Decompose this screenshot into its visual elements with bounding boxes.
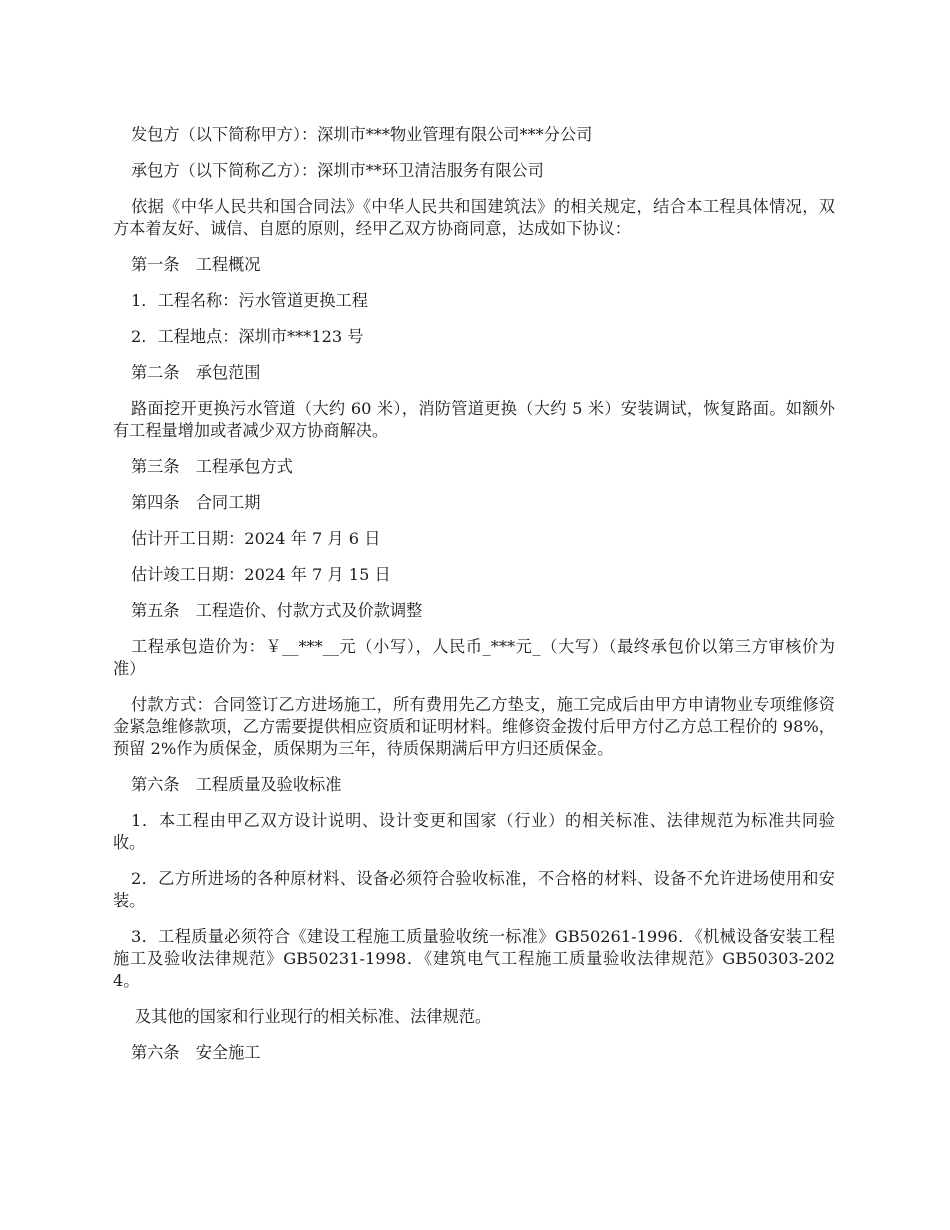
article-6-quality-heading: 第六条 工程质量及验收标准 bbox=[131, 775, 342, 794]
start-date-line: 估计开工日期：2024 年 7 月 6 日 bbox=[131, 529, 381, 548]
other-standards-line: 及其他的国家和行业现行的相关标准、法律规范。 bbox=[135, 1007, 492, 1026]
article-6-safety-heading: 第六条 安全施工 bbox=[131, 1043, 261, 1062]
quality-item-1: 1．本工程由甲乙双方设计说明、设计变更和国家（行业）的相关标准、法律规范为标准共同验收。 bbox=[113, 811, 835, 852]
article-5-heading: 第五条 工程造价、付款方式及价款调整 bbox=[131, 601, 423, 620]
article-1-heading: 第一条 工程概况 bbox=[131, 255, 261, 274]
article-4-heading: 第四条 合同工期 bbox=[131, 493, 261, 512]
quality-item-2: 2．乙方所进场的各种原材料、设备必须符合验收标准，不合格的材料、设备不允许进场使用和安装。 bbox=[113, 869, 835, 910]
payment-method-paragraph: 付款方式：合同签订乙方进场施工，所有费用先乙方垫支，施工完成后由甲方申请物业专项维修资金紧急维修款项，乙方需要提供相应资质和证明材料。维修资金拨付后甲方付乙方总工程价的 98%，预留 2%作为质保金，质保期为三年，待质保期满后甲方归还质保金。 bbox=[113, 695, 835, 758]
scope-paragraph: 路面挖开更换污水管道（大约 60 米），消防管道更换（大约 5 米）安装调试，恢复路面。如额外有工程量增加或者减少双方协商解决。 bbox=[113, 399, 835, 440]
document-body bbox=[113, 124, 835, 1078]
project-name-line: 1．工程名称：污水管道更换工程 bbox=[131, 291, 368, 310]
party-a-line: 发包方（以下简称甲方）：深圳市***物业管理有限公司***分公司 bbox=[131, 125, 593, 144]
preamble-paragraph: 依据《中华人民共和国合同法》《中华人民共和国建筑法》的相关规定，结合本工程具体情况，双方本着友好、诚信、自愿的原则，经甲乙双方协商同意，达成如下协议： bbox=[113, 197, 835, 238]
contract-price-paragraph: 工程承包造价为：￥__***__元（小写），人民币_***元_（大写）（最终承包价以第三方审核价为准） bbox=[113, 637, 835, 678]
article-2-heading: 第二条 承包范围 bbox=[131, 363, 261, 382]
party-b-line: 承包方（以下简称乙方）：深圳市**环卫清洁服务有限公司 bbox=[131, 161, 544, 180]
quality-item-3: 3．工程质量必须符合《建设工程施工质量验收统一标准》GB50261-1996．《机械设备安装工程施工及验收法律规范》GB50231-1998．《建筑电气工程施工质量验收法律规范》GB50303-2024。 bbox=[113, 927, 835, 990]
article-3-heading: 第三条 工程承包方式 bbox=[131, 457, 293, 476]
project-location-line: 2．工程地点：深圳市***123 号 bbox=[131, 327, 364, 346]
completion-date-line: 估计竣工日期：2024 年 7 月 15 日 bbox=[131, 565, 391, 584]
